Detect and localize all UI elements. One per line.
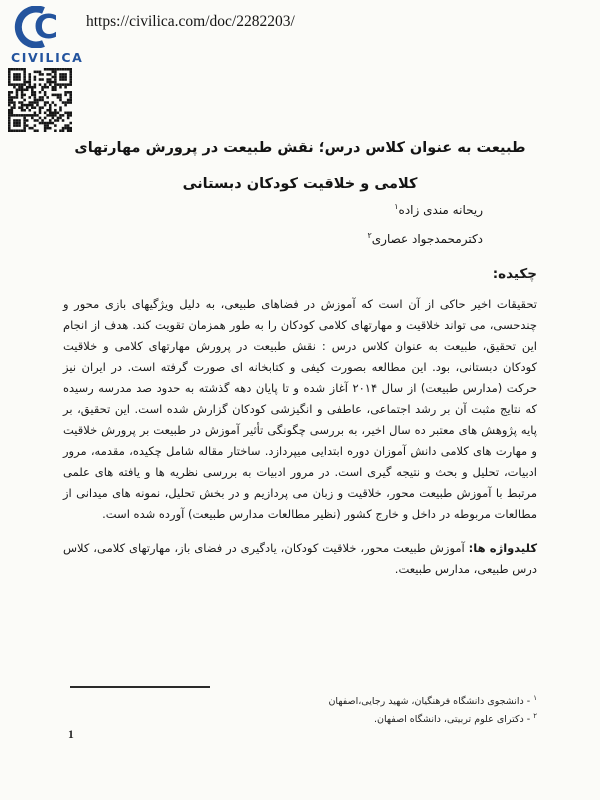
footnote-2-text: - دکترای علوم تربیتی، دانشگاه اصفهان. <box>374 714 531 726</box>
civilica-logo-text: CIVILICA <box>11 50 84 65</box>
civilica-logo-icon <box>10 6 74 48</box>
footnote-1 <box>328 691 537 709</box>
footnote-separator <box>70 686 210 688</box>
abstract-section <box>63 266 537 580</box>
keywords-label: کلیدواژه ها: <box>468 541 538 555</box>
author-1-name: ریحانه مندی زاده <box>398 203 483 217</box>
footnote-2-marker: ۲ <box>533 712 537 721</box>
footnote-1-text: - دانشجوی دانشگاه فرهنگیان، شهید رجایی،اصفهان <box>328 696 531 708</box>
authors-list <box>367 202 483 260</box>
document-url: https://civilica.com/doc/2282203/ <box>86 13 295 30</box>
svg-text:C: C <box>33 7 59 46</box>
keywords-text: آموزش طبیعت محور، خلاقیت کودکان، یادگیری در فضای باز، مهارتهای کلامی، کلاس درس طبیعی، مدارس طبیعت. <box>63 541 537 576</box>
footnote-2 <box>328 709 537 727</box>
abstract-text: تحقیقات اخیر حاکی از آن است که آموزش در فضاهای طبیعی، به دلیل ویژگیهای بازی محور و چندحسی، می تواند خلاقیت و مهارتهای کلامی کودکان را به طور همزمان تقویت کند. هدف از انجام این تحقیق، طبیعت به عنوان کلاس درس : نقش طبیعت در پرورش مهارتهای کلامی و خلاقیت کودکان دبستانی، بود. این مطالعه بصورت کیفی و کتابخانه ای صورت گرفته است. در ایران نیز حرکت (مدارس طبیعت) از سال ۲۰۱۴ آغاز شده و تا پایان دهه گذشته به حدود صد مدرسه رسیده که نتایج مثبت آن بر رشد اجتماعی، عاطفی و انگیزشی کودکان گزارش شده است. این تحقیق، بر پایه پژوهش های معتبر ده سال اخیر، به بررسی چگونگی تأثیر آموزش در طبیعت بر پرورش خلاقیت و مهارت های کلامی دانش آموزان دوره ابتدایی میپردازد. ساختار مقاله شامل چکیده، مقدمه، مرور ادبیات، تحلیل و بحث و نتیجه گیری است. در مرور ادبیات به بررسی نظریه ها و یافته های علمی مرتبط با آموزش طبیعت محور، خلاقیت و زبان می پردازیم و در بخش تحلیل، نمونه های میدانی از مطالعات مربوطه در داخل و خارج کشور (نظیر مطالعات مدارس طبیعت) آورده شده است. <box>63 297 537 521</box>
author-1-footnote-marker: ۱ <box>394 202 399 211</box>
author-1 <box>367 202 483 217</box>
author-2-name: دکترمحمدجواد عصاری <box>371 232 483 246</box>
page-number: 1 <box>68 729 74 741</box>
footnote-1-marker: ۱ <box>533 694 537 702</box>
author-2-footnote-marker: ۲ <box>367 231 372 240</box>
qr-code <box>8 68 72 132</box>
author-2 <box>367 231 483 246</box>
keywords <box>63 538 537 580</box>
abstract-heading: چکیده: <box>492 266 537 282</box>
paper-title: طبیعت به عنوان کلاس درس؛ نقش طبیعت در پرورش مهارتهای کلامی و خلاقیت کودکان دبستانی <box>74 140 526 192</box>
footnotes <box>328 691 537 727</box>
